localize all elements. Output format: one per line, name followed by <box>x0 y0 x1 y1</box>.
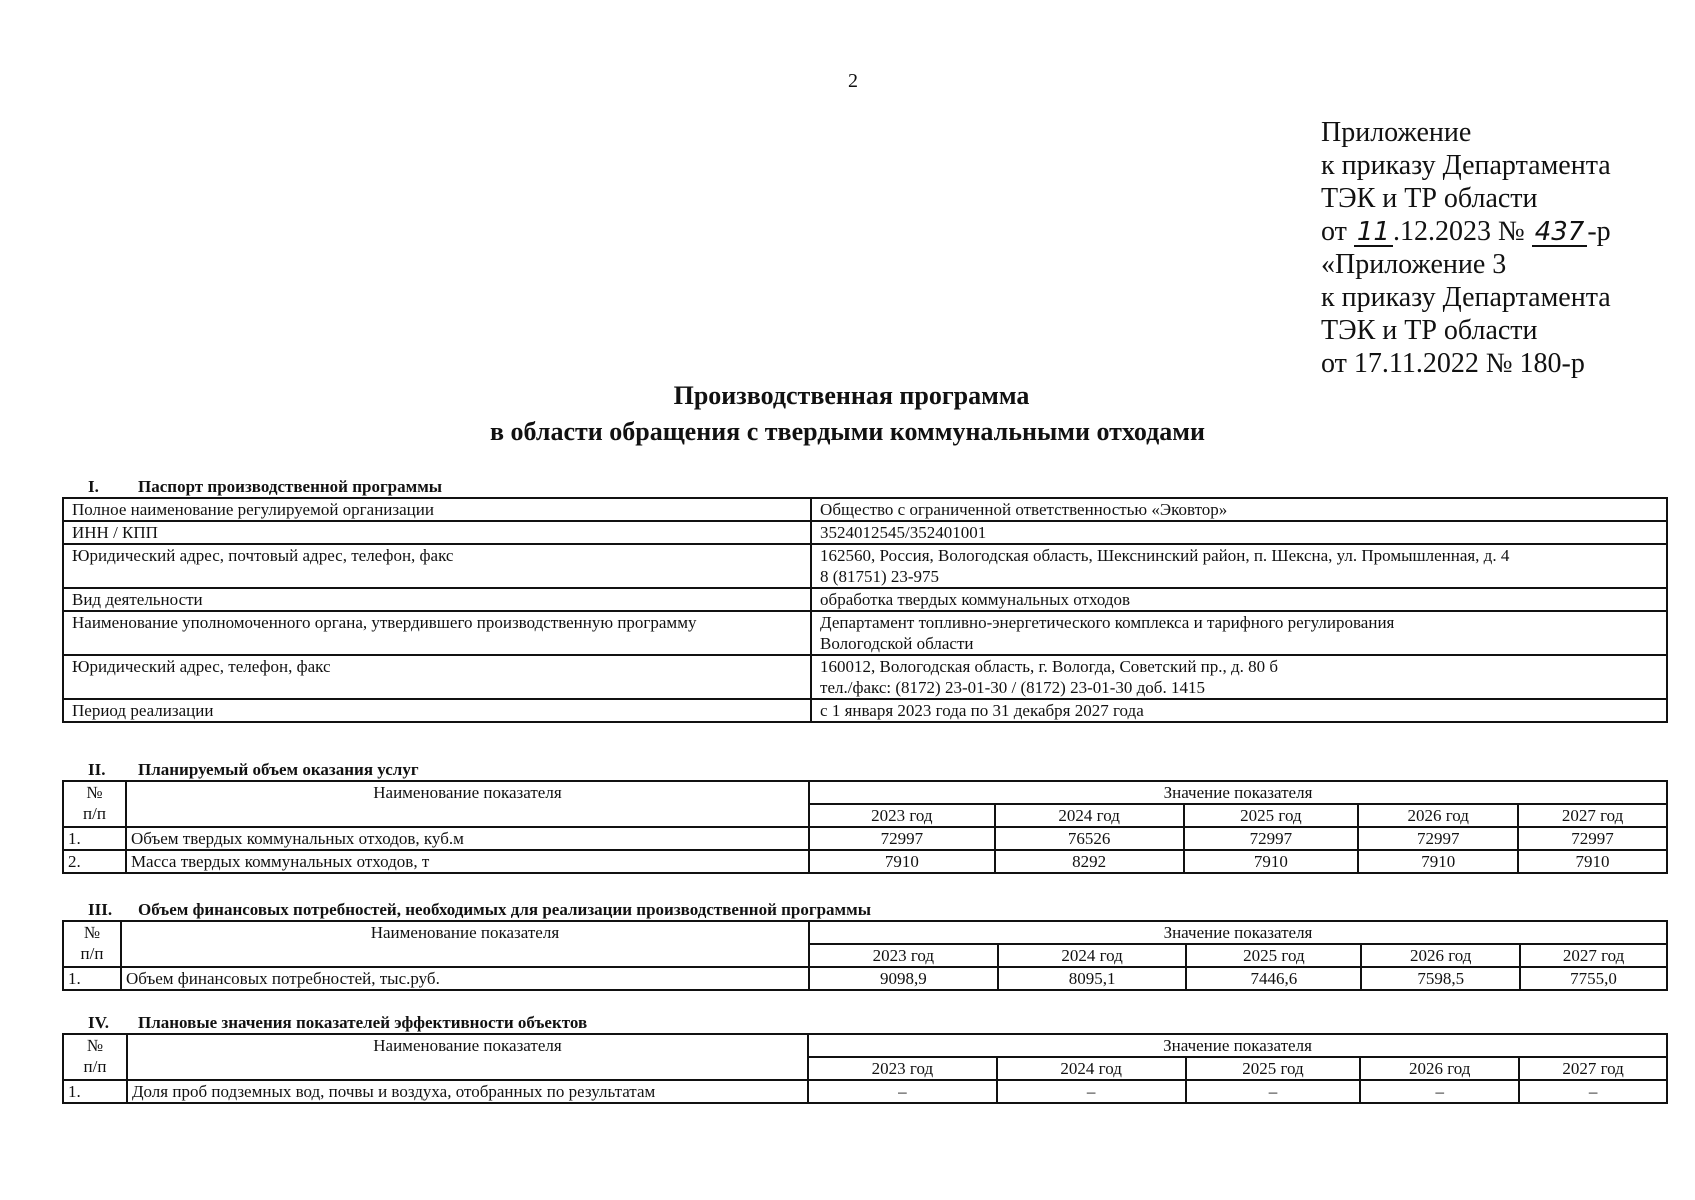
indicator-value: 72997 <box>1184 827 1359 850</box>
value-header: Значение показателя <box>809 921 1667 944</box>
header-row <box>63 921 1667 944</box>
passport-table <box>62 497 1668 723</box>
indicator-name: Масса твердых коммунальных отходов, т <box>126 850 809 873</box>
value-header: Значение показателя <box>808 1034 1667 1057</box>
table-row <box>63 699 1667 722</box>
indicator-value: 7910 <box>1358 850 1518 873</box>
value-line: 162560, Россия, Вологодская область, Шекснинский район, п. Шексна, ул. Промышленная, д. 4 <box>820 546 1510 565</box>
passport-value: 3524012545/352401001 <box>811 521 1667 544</box>
table-row <box>63 1080 1667 1103</box>
name-header: Наименование показателя <box>121 921 809 967</box>
table-row <box>63 521 1667 544</box>
order-reference <box>1321 215 1611 248</box>
passport-label: Вид деятельности <box>63 588 811 611</box>
no-header <box>63 921 121 967</box>
indicator-value: 9098,9 <box>809 967 998 990</box>
passport-value <box>811 611 1667 655</box>
year-header: 2024 год <box>995 804 1184 827</box>
section-3-heading <box>88 901 871 919</box>
appendix-line: ТЭК и ТР области <box>1321 183 1538 214</box>
services-volume-table <box>62 780 1668 874</box>
indicator-value: 7910 <box>1518 850 1667 873</box>
indicator-value: – <box>808 1080 997 1103</box>
section-title: Паспорт производственной программы <box>138 477 443 496</box>
indicator-value: 8292 <box>995 850 1184 873</box>
table-row <box>63 967 1667 990</box>
indicator-value: 7446,6 <box>1186 967 1361 990</box>
row-number: 1. <box>63 967 121 990</box>
value-line: 160012, Вологодская область, г. Вологда, Советский пр., д. 80 б <box>820 657 1279 676</box>
passport-value: обработка твердых коммунальных отходов <box>811 588 1667 611</box>
no-header-line: п/п <box>80 944 104 963</box>
financial-needs-table <box>62 920 1668 991</box>
value-line: 8 (81751) 23-975 <box>820 567 940 586</box>
passport-label: Период реализации <box>63 699 811 722</box>
document-title <box>0 378 1695 450</box>
indicator-value: – <box>1519 1080 1667 1103</box>
passport-value: с 1 января 2023 года по 31 декабря 2027 года <box>811 699 1667 722</box>
name-header: Наименование показателя <box>127 1034 808 1080</box>
appendix-quote-line: «Приложение 3 <box>1321 249 1507 280</box>
value-line: Вологодской области <box>820 634 974 653</box>
section-number: IV. <box>88 1013 109 1032</box>
indicator-value: 72997 <box>1518 827 1667 850</box>
order-mid: .12.2023 № <box>1392 216 1532 247</box>
appendix-line: Приложение <box>1321 117 1472 148</box>
year-header: 2025 год <box>1186 944 1361 967</box>
year-header: 2024 год <box>997 1057 1186 1080</box>
appendix-quote-line: ТЭК и ТР области <box>1321 315 1538 346</box>
indicator-value: 8095,1 <box>998 967 1187 990</box>
indicator-value: 72997 <box>809 827 995 850</box>
passport-value <box>811 544 1667 588</box>
no-header-line: № <box>86 783 103 802</box>
indicator-value: 7598,5 <box>1361 967 1520 990</box>
year-header: 2023 год <box>808 1057 997 1080</box>
order-suffix: -р <box>1587 216 1611 247</box>
passport-label: Наименование уполномоченного органа, утвердившего производственную программу <box>63 611 811 655</box>
indicator-value: 7755,0 <box>1520 967 1667 990</box>
no-header-line: № <box>83 923 101 942</box>
year-header: 2027 год <box>1520 944 1667 967</box>
table-row <box>63 498 1667 521</box>
section-number: III. <box>88 900 113 919</box>
header-row <box>63 1034 1667 1057</box>
appendix-block <box>1321 116 1611 380</box>
no-header <box>63 781 126 827</box>
indicator-name: Объем твердых коммунальных отходов, куб.м <box>126 827 809 850</box>
year-header: 2023 год <box>809 804 995 827</box>
year-header: 2024 год <box>998 944 1187 967</box>
passport-label: Полное наименование регулируемой организации <box>63 498 811 521</box>
name-header: Наименование показателя <box>126 781 809 827</box>
table-row <box>63 827 1667 850</box>
table-row <box>63 655 1667 699</box>
indicator-name: Доля проб подземных вод, почвы и воздуха, отобранных по результатам <box>127 1080 808 1103</box>
row-number: 1. <box>63 827 126 850</box>
year-header: 2025 год <box>1186 1057 1361 1080</box>
handwritten-day: 11 <box>1354 219 1393 247</box>
table-row <box>63 611 1667 655</box>
section-1-heading <box>88 478 442 496</box>
passport-value <box>811 655 1667 699</box>
indicator-value: – <box>1186 1080 1361 1103</box>
efficiency-table <box>62 1033 1668 1104</box>
table-row <box>63 588 1667 611</box>
title-line-1: Производственная программа <box>673 381 1030 410</box>
header-row <box>63 781 1667 804</box>
title-line-2: в области обращения с твердыми коммунальными отходами <box>489 417 1205 446</box>
appendix-quote-line: от 17.11.2022 № 180-р <box>1321 348 1585 379</box>
indicator-value: 7910 <box>809 850 995 873</box>
table-row <box>63 544 1667 588</box>
no-header-line: п/п <box>83 804 106 823</box>
row-number: 2. <box>63 850 126 873</box>
passport-label: ИНН / КПП <box>63 521 811 544</box>
no-header-line: п/п <box>83 1057 107 1076</box>
handwritten-number: 437 <box>1532 219 1588 247</box>
value-line: тел./факс: (8172) 23-01-30 / (8172) 23-01-30 доб. 1415 <box>820 678 1205 697</box>
section-title: Объем финансовых потребностей, необходимых для реализации производственной программы <box>138 900 871 919</box>
year-header: 2026 год <box>1361 944 1520 967</box>
no-header <box>63 1034 127 1080</box>
year-header: 2023 год <box>809 944 998 967</box>
value-header: Значение показателя <box>809 781 1667 804</box>
indicator-value: – <box>1360 1080 1519 1103</box>
section-4-heading <box>88 1014 587 1032</box>
year-header: 2027 год <box>1518 804 1667 827</box>
passport-label: Юридический адрес, телефон, факс <box>63 655 811 699</box>
indicator-value: 72997 <box>1358 827 1518 850</box>
year-header: 2027 год <box>1519 1057 1667 1080</box>
section-title: Планируемый объем оказания услуг <box>138 760 419 779</box>
indicator-value: 7910 <box>1184 850 1359 873</box>
no-header-line: № <box>86 1036 104 1055</box>
value-line: Департамент топливно-энергетического комплекса и тарифного регулирования <box>820 613 1395 632</box>
section-number: II. <box>88 760 106 779</box>
page-number: 2 <box>848 70 858 92</box>
row-number: 1. <box>63 1080 127 1103</box>
indicator-value: – <box>997 1080 1186 1103</box>
appendix-line: к приказу Департамента <box>1321 150 1611 181</box>
year-header: 2026 год <box>1358 804 1518 827</box>
section-title: Плановые значения показателей эффективности объектов <box>138 1013 588 1032</box>
passport-value: Общество с ограниченной ответственностью «Эковтор» <box>811 498 1667 521</box>
indicator-value: 76526 <box>995 827 1184 850</box>
order-prefix: от <box>1321 216 1354 247</box>
passport-label: Юридический адрес, почтовый адрес, телефон, факс <box>63 544 811 588</box>
year-header: 2025 год <box>1184 804 1359 827</box>
indicator-name: Объем финансовых потребностей, тыс.руб. <box>121 967 809 990</box>
year-header: 2026 год <box>1360 1057 1519 1080</box>
table-row <box>63 850 1667 873</box>
section-number: I. <box>88 477 99 496</box>
section-2-heading <box>88 761 419 779</box>
appendix-quote-line: к приказу Департамента <box>1321 282 1611 313</box>
